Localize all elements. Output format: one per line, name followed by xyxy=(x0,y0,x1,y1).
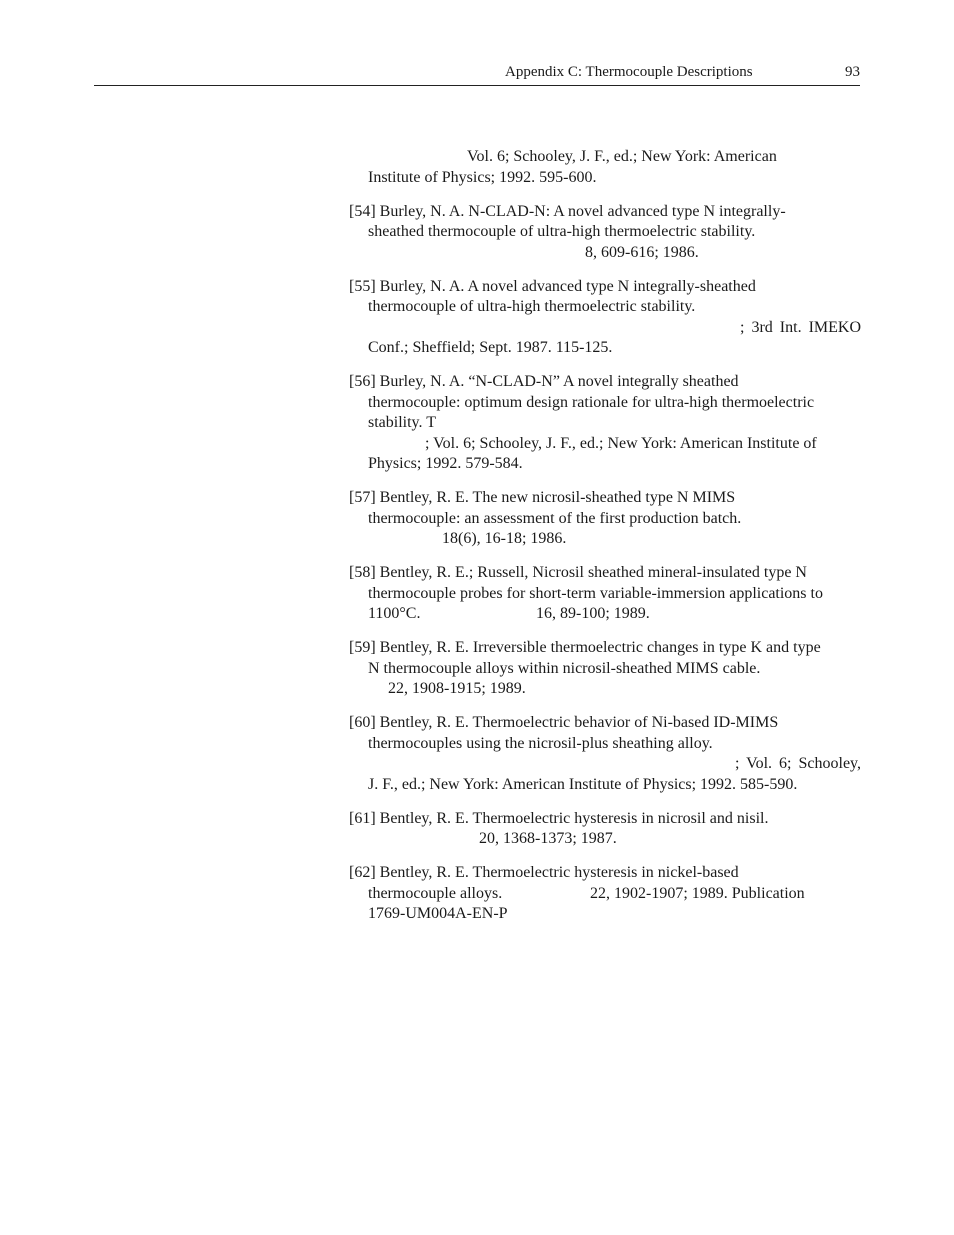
reference-line: [54] Burley, N. A. N-CLAD-N: A novel advanced type N integrally- xyxy=(349,202,786,220)
running-header xyxy=(94,63,860,86)
reference-line xyxy=(349,604,861,625)
reference-53-continued xyxy=(349,147,861,188)
reference-line: Physics; 1992. 579-584. xyxy=(368,455,523,472)
reference-line: [60] Bentley, R. E. Thermoelectric behavior of Ni-based ID-MIMS xyxy=(349,714,779,731)
reference-line: [55] Burley, N. A. A novel advanced type N integrally-sheathed xyxy=(349,277,756,295)
reference-line: Conf.; Sheffield; Sept. 1987. 115-125. xyxy=(368,339,613,356)
reference-56 xyxy=(349,372,861,475)
reference-line: thermocouple probes for short-term variable-immersion applications to xyxy=(368,584,823,602)
reference-59 xyxy=(349,638,861,700)
reference-line: ; Vol. 6; Schooley, xyxy=(734,755,861,772)
reference-60 xyxy=(349,713,861,795)
reference-line: [62] Bentley, R. E. Thermoelectric hysteresis in nickel-based xyxy=(349,864,739,881)
reference-54 xyxy=(349,202,861,264)
reference-line: [56] Burley, N. A. “N-CLAD-N” A novel integrally sheathed xyxy=(349,373,739,390)
reference-55 xyxy=(349,277,861,359)
reference-line: 20, 1368-1373; 1987. xyxy=(479,830,617,847)
reference-line: thermocouple of ultra-high thermoelectric stability. xyxy=(368,298,696,315)
reference-text: 1100°C. xyxy=(368,605,421,622)
reference-line: 8, 609-616; 1986. xyxy=(585,243,699,261)
reference-62 xyxy=(349,863,861,925)
reference-61 xyxy=(349,809,861,850)
reference-line: sheathed thermocouple of ultra-high thermoelectric stability. xyxy=(368,223,756,240)
reference-58 xyxy=(349,563,861,625)
reference-line: 22, 1908-1915; 1989. xyxy=(388,680,526,697)
reference-line: 1769-UM004A-EN-P xyxy=(368,905,508,922)
reference-57 xyxy=(349,488,861,550)
reference-line: Vol. 6; Schooley, J. F., ed.; New York: American xyxy=(467,148,777,165)
reference-text: 16, 89-100; 1989. xyxy=(536,605,650,622)
reference-line: [58] Bentley, R. E.; Russell, Nicrosil sheathed mineral-insulated type N xyxy=(349,564,807,581)
reference-line: [61] Bentley, R. E. Thermoelectric hysteresis in nicrosil and nisil. xyxy=(349,809,769,827)
reference-list xyxy=(349,147,861,938)
reference-text: 22, 1902-1907; 1989. Publication xyxy=(590,884,805,902)
reference-line: thermocouple: optimum design rationale for ultra-high thermoelectric xyxy=(368,393,815,411)
reference-line: stability. T xyxy=(368,414,436,431)
reference-line xyxy=(349,884,861,905)
reference-line: [59] Bentley, R. E. Irreversible thermoelectric changes in type K and type xyxy=(349,639,821,656)
reference-line: Institute of Physics; 1992. 595-600. xyxy=(368,168,597,186)
reference-line: N thermocouple alloys within nicrosil-sheathed MIMS cable. xyxy=(368,659,761,677)
reference-line: thermocouple: an assessment of the first production batch. xyxy=(368,509,742,527)
reference-line: 18(6), 16-18; 1986. xyxy=(442,530,567,547)
page-number: 93 xyxy=(845,64,860,80)
reference-line: ; 3rd Int. IMEKO xyxy=(740,318,861,336)
reference-line: J. F., ed.; New York: American Institute of Physics; 1992. 585-590. xyxy=(368,775,798,793)
reference-text: thermocouple alloys. xyxy=(368,884,503,902)
reference-line: ; Vol. 6; Schooley, J. F., ed.; New York: American Institute of xyxy=(425,434,817,452)
reference-line: [57] Bentley, R. E. The new nicrosil-sheathed type N MIMS xyxy=(349,489,736,506)
reference-line: thermocouples using the nicrosil-plus sheathing alloy. xyxy=(368,734,713,752)
header-title: Appendix C: Thermocouple Descriptions xyxy=(505,64,753,80)
